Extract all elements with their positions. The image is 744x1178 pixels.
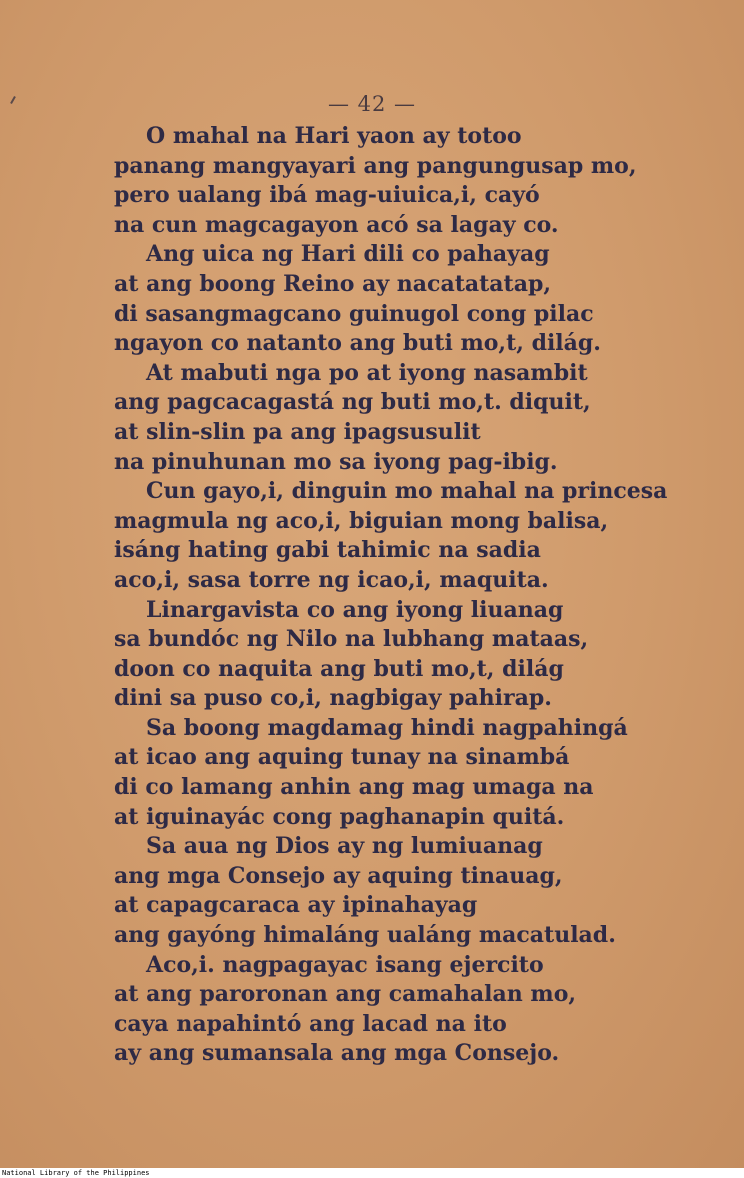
verse-line: at capagcaraca ay ipinahayag bbox=[114, 892, 478, 919]
verse-stanza bbox=[114, 359, 734, 477]
page-number: — 42 — bbox=[327, 92, 417, 116]
verse-line: ang gayóng himaláng ualáng macatulad. bbox=[114, 922, 616, 949]
verse-line: Sa aua ng Dios ay ng lumiuanag bbox=[146, 833, 543, 860]
poem-body bbox=[114, 122, 734, 1069]
verse-line: Sa boong magdamag hindi nagpahingá bbox=[146, 714, 628, 741]
verse-line: at ang paroronan ang camahalan mo, bbox=[114, 981, 577, 1008]
verse-line: at slin-slin pa ang ipagsusulit bbox=[114, 418, 481, 445]
verse-line: Linargavista co ang iyong liuanag bbox=[146, 596, 564, 623]
verse-line: at iguinayác cong paghanapin quitá. bbox=[114, 803, 565, 830]
verse-line: caya napahintó ang lacad na ito bbox=[114, 1010, 507, 1037]
verse-stanza bbox=[114, 714, 734, 832]
verse-line: pero ualang ibá mag-uiuica,i, cayó bbox=[114, 182, 540, 209]
verse-line: ang pagcacagastá ng buti mo,t. diquit, bbox=[114, 389, 591, 416]
verse-line: At mabuti nga po at iyong nasambit bbox=[146, 359, 588, 386]
verse-line: O mahal na Hari yaon ay totoo bbox=[146, 123, 522, 149]
verse-line: ay ang sumansala ang mga Consejo. bbox=[114, 1040, 560, 1067]
verse-line: magmula ng aco,i, biguian mong balisa, bbox=[114, 507, 609, 534]
verse-line: isáng hating gabi tahimic na sadia bbox=[114, 537, 541, 564]
verse-line: na cun magcagayon acó sa lagay co. bbox=[114, 211, 559, 238]
verse-stanza bbox=[114, 832, 734, 950]
verse-stanza bbox=[114, 122, 734, 240]
verse-stanza bbox=[114, 951, 734, 1069]
verse-line: ang mga Consejo ay aquing tinauag, bbox=[114, 862, 563, 889]
verse-line: sa bundóc ng Nilo na lubhang mataas, bbox=[114, 626, 589, 653]
verse-line: Ang uica ng Hari dili co pahayag bbox=[146, 241, 550, 268]
verse-line: di sasangmagcano guinugol cong pilac bbox=[114, 300, 594, 327]
verse-line: at icao ang aquing tunay na sinambá bbox=[114, 744, 570, 771]
library-credit: National Library of the Philippines bbox=[2, 1169, 150, 1177]
verse-line: Aco,i. nagpagayac isang ejercito bbox=[146, 951, 544, 978]
verse-stanza bbox=[114, 596, 734, 714]
verse-line: panang mangyayari ang pangungusap mo, bbox=[114, 152, 637, 179]
verse-line: aco,i, sasa torre ng icao,i, maquita. bbox=[114, 566, 549, 593]
verse-stanza bbox=[114, 477, 734, 595]
verse-line: di co lamang anhin ang mag umaga na bbox=[114, 774, 594, 801]
verse-line: ngayon co natanto ang buti mo,t, dilág. bbox=[114, 330, 601, 357]
verse-line: doon co naquita ang buti mo,t, dilág bbox=[114, 655, 564, 682]
verse-line: at ang boong Reino ay nacatatatap, bbox=[114, 270, 551, 297]
verse-line: dini sa puso co,i, nagbigay pahirap. bbox=[114, 685, 552, 712]
verse-line: Cun gayo,i, dinguin mo mahal na princesa bbox=[146, 478, 668, 505]
verse-line: na pinuhunan mo sa iyong pag-ibig. bbox=[114, 448, 558, 475]
verse-stanza bbox=[114, 240, 734, 358]
